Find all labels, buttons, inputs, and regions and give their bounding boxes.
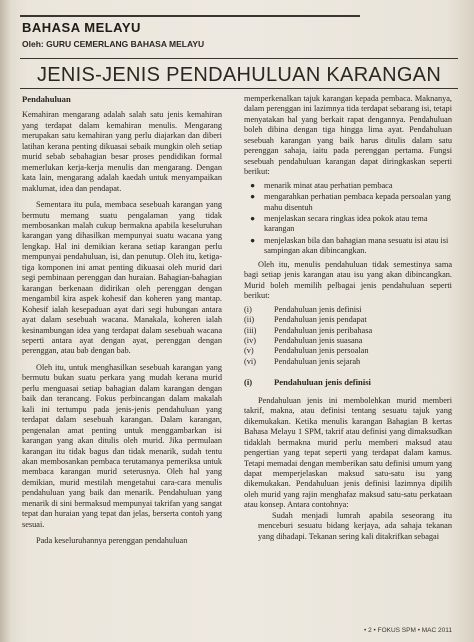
paragraph: Oleh itu, untuk menghasilkan sesebuah karangan yang bermutu bukan suatu perkara yang mudah kerana murid perlu menguasai setiap bahagian dalam karangan dengan baik dan terancang. Fokus perbincangan dalam makalah kali ini tertumpu pada jenis-jenis pendahuluan yang terdapat dalam sesebuah karangan. Dalam karangan, pengenalan amat penting untuk menggambarkan isi karangan yang akan ditulis oleh murid. Jika permulaan karangan itu tidak bagus dan tidak menarik, sudah tentu akan membosankan pembaca terutamanya pemeriksa untuk membaca karangan murid seterusnya. Oleh hal yang demikian, murid mestilah mengetahui cara-cara menulis pendahuluan yang baik dan menarik. Pendahuluan yang menarik di sini bermaksud mempunyai takrifan yang sangat tepat dan huraian yang tepat dan jelas, berserta contoh yang sesuai. (22, 362, 222, 529)
paragraph: Pendahuluan jenis ini membolehkan murid memberi takrif, makna, atau definisi tentang sesuatu tajuk yang dikemukakan. Ketika menulis karangan Bahagian B kertas Bahasa Melayu 1 SPM, takrif atau definisi yang dimaksudkan tidaklah bermakna murid perlu memberi maksud atau pengertian yang tepat seperti yang terdapat dalam kamus. Tetapi memadai dengan memberikan satu definisi umum yang dapat memperjelaskan maksud satu-satu isu yang dikemukakan. Pendahuluan jenis definisi lazimnya dipilih oleh murid yang rajin menghafaz maksud satu-satu perkataan atau konsep. Antara contohnya: (244, 395, 452, 510)
paragraph: Kemahiran mengarang adalah salah satu jenis kemahiran yang terdapat dalam kemahiran menulis. Mengarang merupakan satu kemahiran yang perlu diajarkan dan diberi latihan kerana penting dikuasai sebaik mungkin oleh setiap murid sebab sebahagian besar proses pendidikan formal memerlukan kerja-kerja menulis dan mengarang. Dengan kata lain, mengarang adalah kaedah untuk menyampaikan maklumat, idea dan pendapat. (22, 110, 222, 193)
section-title: BAHASA MELAYU (22, 20, 141, 35)
title-rule-bottom (20, 88, 458, 89)
list-item: (ii) Pendahuluan jenis pendapat (244, 315, 367, 325)
example-paragraph: Sudah menjadi lumrah apabila seseorang itu menceburi sesuatu bidang kerjaya, ada sahaja tekanan yang dihadapi. Tekanan sering kali ditakrifkan sebagai (258, 510, 452, 541)
author-line: Oleh: GURU CEMERLANG BAHASA MELAYU (22, 39, 205, 49)
list-item: (v) Pendahuluan jenis persoalan (244, 346, 369, 356)
paragraph: Pada keseluruhannya perenggan pendahuluan (36, 536, 188, 546)
list-item: (iv) Pendahuluan jenis suasana (244, 335, 363, 345)
paragraph: Oleh itu, menulis pendahuluan tidak semestinya sama bagi setiap jenis karangan atau isu yang akan dibincangkan. Murid boleh memilih pelbagai jenis pendahuluan seperti berikut: (244, 259, 452, 301)
paragraph: memperkenalkan tajuk karangan kepada pembaca. Maknanya, dalam perenggan ini lazimnya tida terdapat sebarang isi, tetapi menyatakan hal yang berkait rapat dengannya. Pendahuluan boleh dibina dengan tiga hingga lima ayat. Pendahuluan sesebuah karangan yang baik harus ditulis dalam satu perenggan sahaja, iaitu pada perenggan pertama. Fungsi sesebuah pendahuluan karangan dapat diringkaskan seperti berikut: (244, 94, 452, 177)
list-item: ● menarik minat atau perhatian pembaca (250, 180, 393, 190)
list-item: ● mengarahkan perhatian pembaca kepada persoalan yang mahu disentuh (250, 192, 451, 212)
paragraph: Sementara itu pula, membaca sesebuah karangan yang bermutu memang suatu pengalaman yang tidak membosankan malah cukup bermakna apabila keseluruhan karangan yang dihasilkan mempunyai suatu wacana yang lengkap. Hal ini demikian kerana setiap karangan perlu mempunyai pendahuluan, isi, dan penutup. Oleh itu, ketiga-tiga komponen ini amat penting dikuasai oleh murid dari segi pembinaan perenggan dan huraian. Bahagian-bahagian karangan berkenaan didirikan oleh perenggan dengan mengambil kira aspek kohesif dan koheren yang mantap. Kohesif ialah kesepaduan ayat dari segi hubungan antara ayat dalam sesebuah wacana. Manakala, koheren ialah kesinambungan idea yang terdapat dalam sesebuah wacana seperti antara ayat dengan ayat, perenggan dengan perenggan, atau bab dengan bab. (22, 200, 222, 356)
list-item: (vi) Pendahuluan jenis sejarah (244, 356, 361, 366)
list-item: ● menjelaskan secara ringkas idea pokok atau tema karangan (250, 213, 428, 234)
function-list (244, 181, 452, 257)
types-list (244, 305, 452, 368)
subsection-heading: (i) Pendahuluan jenis definisi (244, 377, 371, 388)
list-item: ● menjelaskan bila dan bahagian mana sesuatu isi atau isi sampingan akan dibincangkan. (250, 235, 449, 256)
list-item: (iii) Pendahuluan jenis peribahasa (244, 325, 373, 335)
list-item: (i) Pendahuluan jenis definisi (244, 304, 362, 314)
page-spine-shadow (0, 0, 12, 642)
right-column (244, 94, 452, 542)
page-footer: • 2 • FOKUS SPM • MAC 2011 (364, 627, 452, 634)
left-column (22, 94, 222, 547)
article-title: JENIS-JENIS PENDAHULUAN KARANGAN (36, 64, 442, 86)
intro-heading: Pendahuluan (22, 94, 71, 104)
title-rule-top (20, 58, 458, 59)
